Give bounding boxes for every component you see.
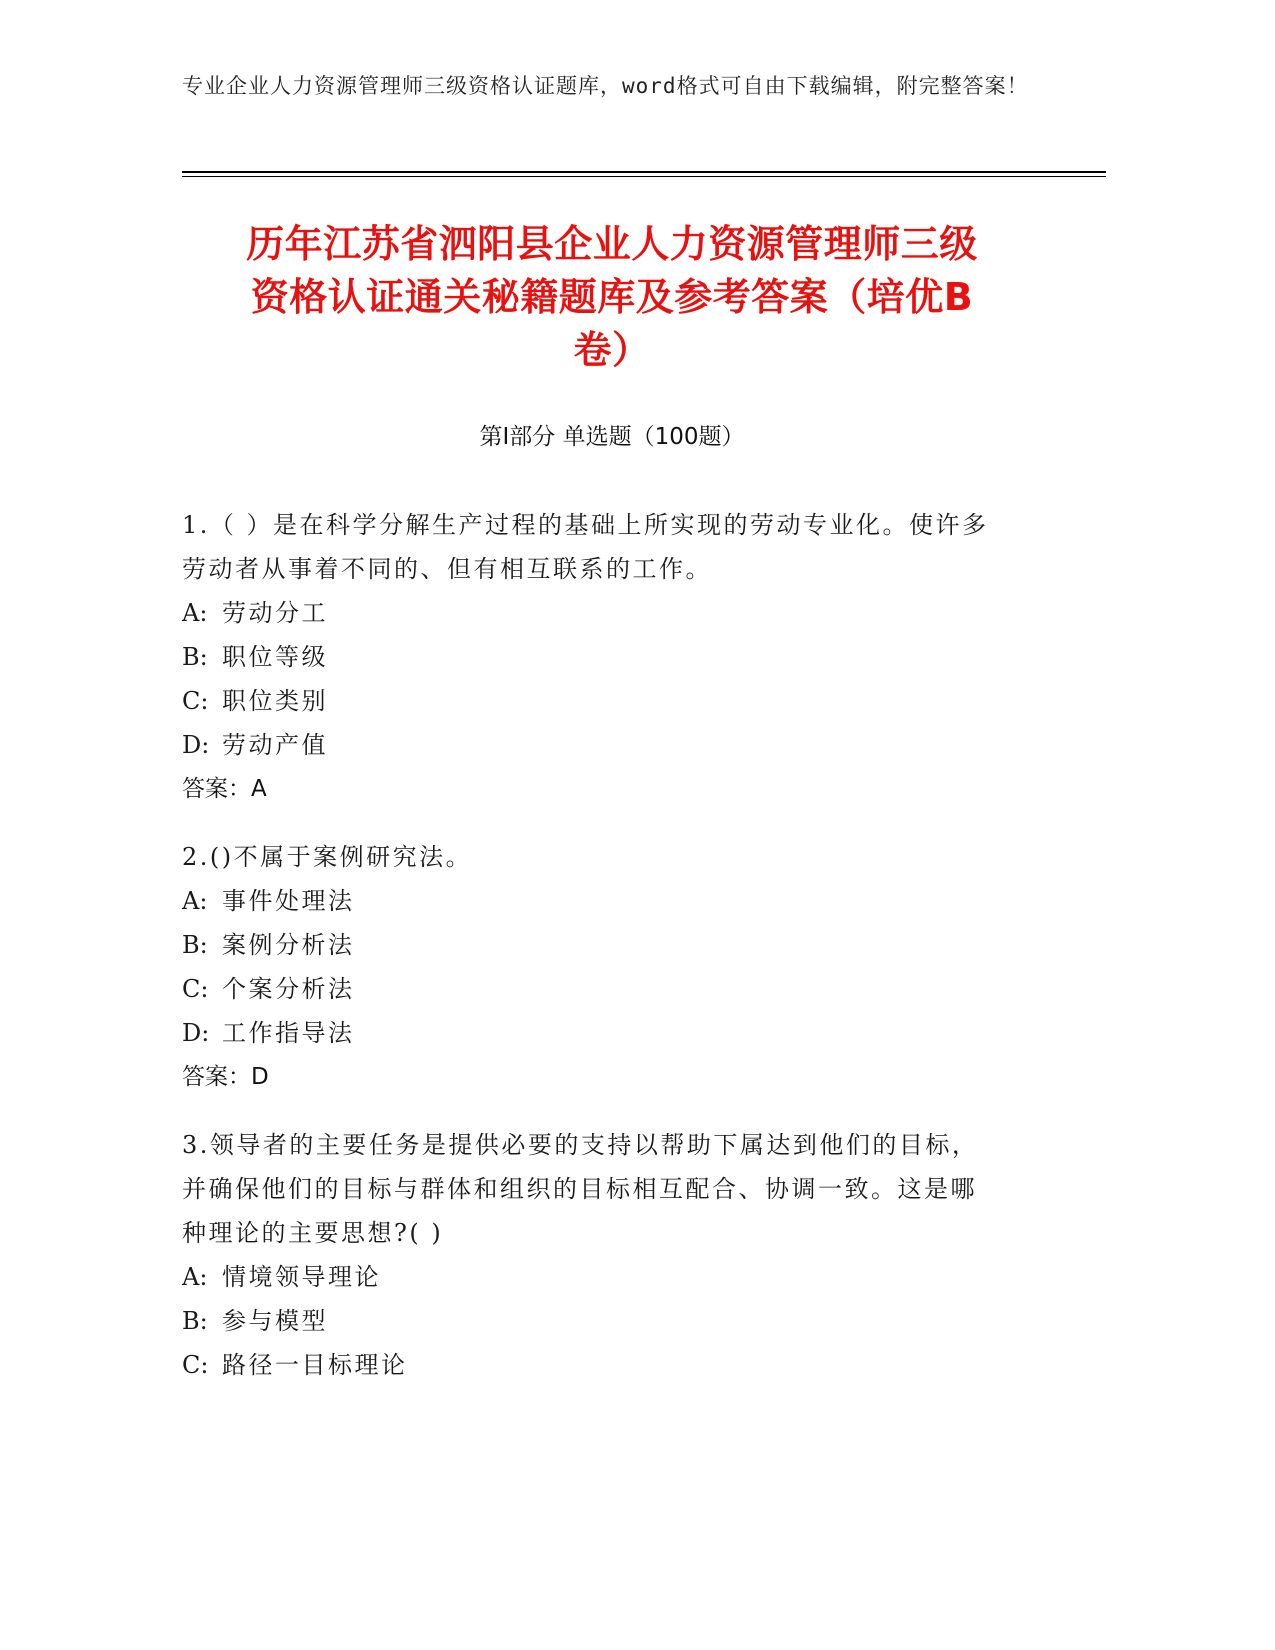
option-text: 案例分析法	[222, 931, 355, 959]
question-list	[182, 503, 1042, 1411]
option-b	[182, 923, 1042, 967]
option-label: A:	[182, 599, 208, 627]
option-d	[182, 723, 1042, 767]
option-text: 个案分析法	[222, 975, 355, 1003]
question-3	[182, 1123, 1042, 1387]
answer-line: 答案：D	[182, 1064, 269, 1090]
section-title: 第Ⅰ部分 单选题（100题）	[479, 424, 745, 450]
option-a	[182, 1255, 1042, 1299]
question-stem-line: 2.()不属于案例研究法。	[182, 843, 473, 871]
header-rule-thick	[182, 171, 1106, 173]
option-text: 职位等级	[222, 643, 328, 671]
question-stem-line: 3.领导者的主要任务是提供必要的支持以帮助下属达到他们的目标，	[182, 1131, 979, 1159]
option-label: C:	[182, 975, 209, 1003]
option-a	[182, 879, 1042, 923]
option-c	[182, 967, 1042, 1011]
option-label: D:	[182, 1019, 210, 1047]
option-text: 职位类别	[222, 687, 328, 715]
question-stem-line: 并确保他们的目标与群体和组织的目标相互配合、协调一致。这是哪	[182, 1175, 977, 1203]
option-text: 参与模型	[222, 1307, 328, 1335]
option-label: D:	[182, 731, 210, 759]
option-label: B:	[182, 643, 208, 671]
option-label: B:	[182, 1307, 208, 1335]
option-b	[182, 635, 1042, 679]
document-title	[182, 218, 1042, 377]
option-c	[182, 1343, 1042, 1387]
question-stem-line: 种理论的主要思想?( )	[182, 1219, 444, 1247]
option-c	[182, 679, 1042, 723]
question-stem-line: 1.（ ）是在科学分解生产过程的基础上所实现的劳动专业化。使许多	[182, 511, 989, 539]
option-d	[182, 1011, 1042, 1055]
option-text: 情境领导理论	[222, 1263, 381, 1291]
option-a	[182, 591, 1042, 635]
title-line: 资格认证通关秘籍题库及参考答案（培优B	[250, 275, 974, 319]
option-text: 劳动分工	[222, 599, 328, 627]
option-b	[182, 1299, 1042, 1343]
option-label: C:	[182, 1351, 209, 1379]
option-text: 路径一目标理论	[222, 1351, 408, 1379]
answer-line: 答案：A	[182, 776, 267, 802]
title-line: 历年江苏省泗阳县企业人力资源管理师三级	[246, 222, 978, 266]
question-1	[182, 503, 1042, 811]
option-text: 工作指导法	[222, 1019, 355, 1047]
option-label: C:	[182, 687, 209, 715]
option-text: 劳动产值	[222, 731, 328, 759]
option-text: 事件处理法	[222, 887, 355, 915]
title-line: 卷）	[573, 328, 651, 372]
option-label: A:	[182, 887, 208, 915]
header-note: 专业企业人力资源管理师三级资格认证题库，word格式可自由下载编辑，附完整答案！	[182, 74, 1029, 98]
header-rule-thin	[182, 176, 1106, 177]
question-2	[182, 835, 1042, 1099]
question-stem-line: 劳动者从事着不同的、但有相互联系的工作。	[182, 555, 712, 583]
option-label: B:	[182, 931, 208, 959]
option-label: A:	[182, 1263, 208, 1291]
